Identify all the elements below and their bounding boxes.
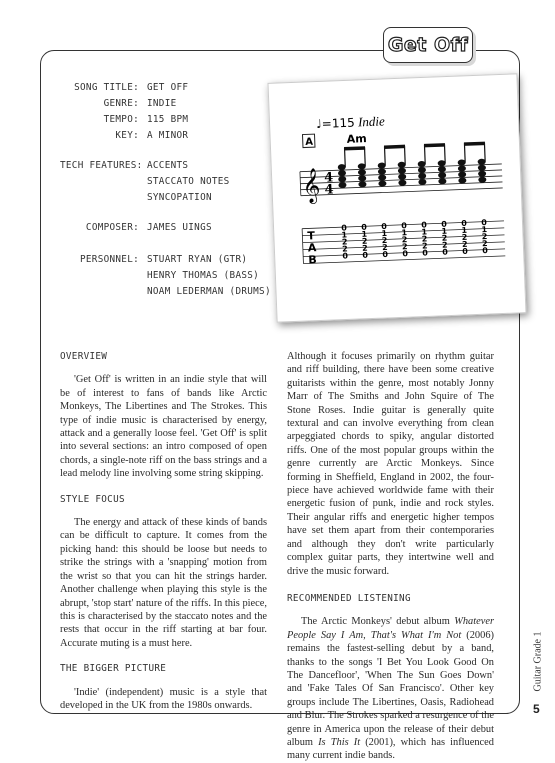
tab-number: 2 bbox=[421, 241, 428, 251]
tab-number: 1 bbox=[481, 225, 488, 235]
tab-number: 2 bbox=[401, 242, 408, 252]
tab-number: 0 bbox=[481, 218, 487, 228]
tab-number: 0 bbox=[482, 246, 489, 256]
style-focus-text: The energy and attack of these kinds of bands can be difficult to capture. It comes from the picking hand: this should be loose but needs to strike the strings with a 'snapping' motion from the wrist so that you can hit the strings harder. Another challenge when playing this style is the abrupt, 'stop start' nature of the riffs. In this piece, this is characterised by the staccato notes and the rests that occur in the riff starting at bar four. Accurate muting is a must here. bbox=[60, 517, 267, 649]
note-head bbox=[358, 181, 366, 187]
left-column bbox=[60, 350, 267, 712]
note-head bbox=[338, 182, 346, 188]
note-stem bbox=[464, 143, 465, 162]
beam bbox=[384, 145, 405, 149]
note-head bbox=[378, 174, 386, 180]
note-stem bbox=[345, 148, 346, 167]
notation-card bbox=[267, 73, 526, 322]
note-head bbox=[358, 175, 366, 181]
tab-number: 1 bbox=[421, 227, 428, 237]
side-label bbox=[531, 616, 545, 706]
info-value: HENRY THOMAS (BASS) bbox=[147, 270, 260, 281]
style-focus-heading: STYLE FOCUS bbox=[60, 493, 125, 505]
tab-number: 2 bbox=[401, 235, 408, 245]
tab-number: 2 bbox=[421, 234, 428, 244]
bigger-picture-text-2: Although it focuses primarily on rhythm guitar and riff building, there have been some creative guitarists within the genre, most notably Jonny Marr of The Smiths and John Squire of The Stone Roses. Indie guitar is generally quite textural and can involve everything from clean arpeggiated chords to spiky, angular distorted riffs. One of the most popular groups within the genre currently are Arctic Monkeys. Since forming in Sheffield, England in 2002, the four-piece have achieved worldwide fame with their energetic fusion of punk, indie and rock styles. Their angular riffs and energetic higher tempos have set them apart from their contemporaries and although they don't write particularly complex guitar parts, they intertwine well and drive the music forward. bbox=[287, 351, 494, 577]
notation-svg bbox=[269, 74, 526, 321]
info-label: TECH FEATURES: bbox=[60, 160, 143, 171]
note-stem bbox=[385, 146, 386, 165]
tab-number: 2 bbox=[341, 237, 348, 247]
tab-number: 0 bbox=[462, 246, 469, 257]
note-head bbox=[378, 180, 386, 186]
style-marking: Indie bbox=[357, 113, 386, 130]
tab-number: 2 bbox=[381, 235, 388, 246]
info-label: COMPOSER: bbox=[85, 222, 139, 233]
album-title-2: Is This It bbox=[318, 736, 361, 748]
note-head bbox=[478, 177, 486, 183]
info-value: GET OFF bbox=[147, 82, 189, 93]
tab-number: 1 bbox=[461, 225, 468, 236]
info-label: TEMPO: bbox=[103, 114, 139, 125]
note-stem bbox=[404, 146, 405, 165]
note-head bbox=[458, 177, 466, 183]
tab-number: 2 bbox=[461, 239, 468, 250]
beam bbox=[424, 143, 445, 147]
tab-number: 2 bbox=[481, 232, 488, 242]
tab-number: 1 bbox=[401, 228, 408, 238]
tab-number: 0 bbox=[342, 251, 349, 261]
recommended-text bbox=[287, 615, 494, 762]
tab-letter-b: B bbox=[308, 253, 317, 267]
page-number: 5 bbox=[533, 702, 540, 716]
tab-letter-a: A bbox=[307, 241, 317, 255]
treble-clef-icon: 𝄞 bbox=[301, 167, 321, 204]
note-stem bbox=[484, 143, 485, 162]
tab-number: 2 bbox=[361, 236, 368, 246]
note-head bbox=[398, 174, 406, 180]
recommended-text-end: (2001), which has influenced many current indie bands. bbox=[287, 736, 494, 762]
tab-number: 0 bbox=[421, 220, 428, 230]
tab-number: 0 bbox=[362, 250, 369, 260]
note-head bbox=[478, 171, 486, 177]
tab-number: 0 bbox=[381, 221, 388, 232]
tab-letter-t: T bbox=[307, 229, 316, 243]
beam bbox=[464, 142, 485, 146]
note-head bbox=[478, 165, 486, 171]
tab-number: 2 bbox=[441, 240, 448, 250]
beam bbox=[344, 146, 365, 150]
note-head bbox=[458, 165, 466, 171]
info-value: A MINOR bbox=[147, 130, 189, 141]
tab-number: 2 bbox=[341, 244, 348, 254]
note-head bbox=[438, 178, 446, 184]
tab-number: 2 bbox=[361, 243, 368, 253]
info-value: 115 BPM bbox=[147, 114, 189, 125]
recommended-heading: RECOMMENDED LISTENING bbox=[287, 592, 411, 604]
tab-number: 2 bbox=[381, 242, 388, 253]
info-value: NOAM LEDERMAN (DRUMS) bbox=[147, 286, 271, 297]
note-head bbox=[398, 180, 406, 186]
note-head bbox=[418, 167, 426, 173]
tab-number: 2 bbox=[441, 233, 448, 243]
tab-number: 1 bbox=[361, 229, 368, 239]
tab-number: 0 bbox=[382, 249, 389, 260]
info-label: KEY: bbox=[115, 130, 139, 141]
tab-number: 0 bbox=[441, 219, 448, 229]
info-value: INDIE bbox=[147, 98, 177, 109]
tab-number: 0 bbox=[422, 248, 429, 258]
tab-number: 0 bbox=[402, 249, 409, 259]
note-stem bbox=[365, 147, 366, 166]
note-head bbox=[338, 176, 346, 182]
tempo-marking: ♩=115 bbox=[315, 115, 355, 132]
tab-number: 0 bbox=[341, 223, 348, 233]
info-label: PERSONNEL: bbox=[80, 254, 139, 265]
tab-number: 0 bbox=[461, 218, 467, 229]
info-value: STUART RYAN (GTR) bbox=[147, 254, 248, 265]
note-stem bbox=[424, 145, 425, 164]
time-sig-top: 4 bbox=[323, 170, 334, 186]
note-head bbox=[398, 168, 406, 174]
info-value: STACCATO NOTES bbox=[147, 176, 230, 187]
grade-label: Guitar Grade 1 bbox=[532, 631, 544, 692]
tab-number: 2 bbox=[461, 232, 468, 243]
overview-text: 'Get Off' is written in an indie style that will be of interest to fans of bands like Arctic Monkeys, The Libertines and The Strokes. This type of indie music is characterised by energy, attack and a generally loose feel. 'Get Off' is split into several sections: an intro composed of open chords, a single-note riff on the bass strings and a lead melody line involving some string skipping. bbox=[60, 374, 267, 480]
song-title-heading: Get Off bbox=[387, 34, 469, 56]
note-stem bbox=[444, 144, 445, 163]
title-tab bbox=[383, 27, 473, 63]
section-letter: A bbox=[305, 136, 314, 148]
info-label: GENRE: bbox=[103, 98, 139, 109]
note-head bbox=[378, 168, 386, 174]
note-head bbox=[438, 166, 446, 172]
note-head bbox=[358, 169, 366, 175]
tab-number: 2 bbox=[481, 239, 488, 249]
recommended-text-start: The Arctic Monkeys' debut album bbox=[301, 616, 455, 628]
tab-number: 0 bbox=[442, 247, 449, 257]
time-sig-bottom: 4 bbox=[324, 182, 334, 198]
note-head bbox=[458, 171, 466, 177]
info-label: SONG TITLE: bbox=[74, 82, 139, 93]
tab-number: 1 bbox=[381, 228, 388, 239]
info-value: SYNCOPATION bbox=[147, 192, 212, 203]
overview-heading: OVERVIEW bbox=[60, 351, 108, 362]
tab-number: 0 bbox=[361, 222, 368, 232]
bigger-picture-text-1: 'Indie' (independent) music is a style that developed in the UK from the 1980s onwards. bbox=[60, 686, 267, 711]
note-head bbox=[418, 173, 426, 179]
info-value: ACCENTS bbox=[147, 160, 189, 171]
tab-number: 1 bbox=[341, 230, 348, 240]
info-value: JAMES UINGS bbox=[147, 222, 212, 233]
chord-symbol: Am bbox=[346, 132, 367, 146]
recommended-text-mid: (2006) remains the fastest-selling debut by a band, thanks to the songs 'I Bet You Look Good On The Dancefloor', 'When The Sun Goes Down' and 'Fake Tales Of San Francisco'. Other key groups include The Libertines, Oasis, Radiohead and Blur. The Strokes sparked a resurgence of the genre in America upon the release of their debut album bbox=[287, 629, 494, 748]
tab-number: 0 bbox=[401, 221, 408, 231]
right-column bbox=[287, 350, 494, 763]
tab-number: 1 bbox=[441, 226, 448, 236]
note-head bbox=[438, 172, 446, 178]
note-head bbox=[338, 170, 346, 176]
bigger-picture-heading: THE BIGGER PICTURE bbox=[60, 663, 167, 675]
album-title-1: Whatever People Say I Am, That's What I'm Not bbox=[287, 616, 494, 641]
note-head bbox=[418, 179, 426, 185]
